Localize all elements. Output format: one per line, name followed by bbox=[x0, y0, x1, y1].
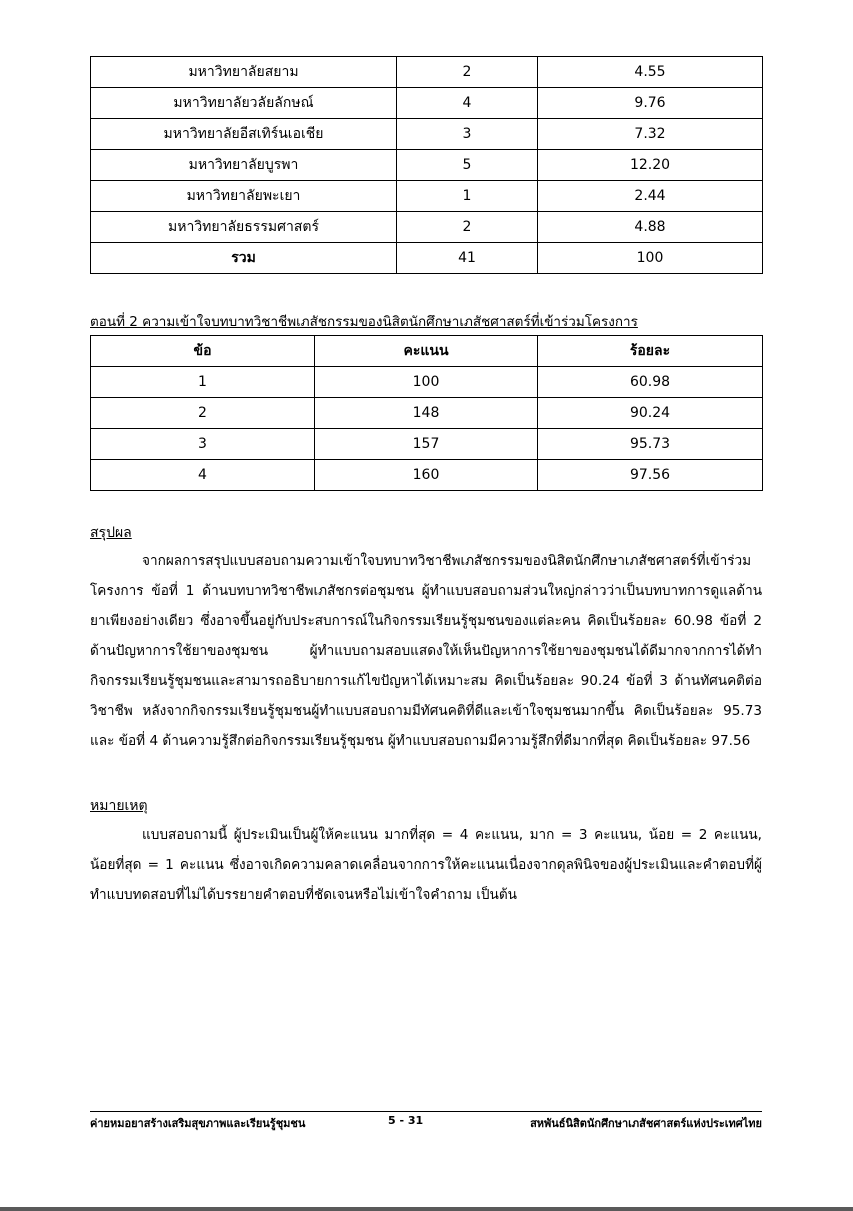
cell-percent: 7.32 bbox=[538, 119, 763, 150]
cell-score: 157 bbox=[315, 429, 538, 460]
cell-percent: 97.56 bbox=[538, 460, 763, 491]
table-row bbox=[91, 88, 763, 119]
summary-paragraph: จากผลการสรุปแบบสอบถามความเข้าใจบทบาทวิชาชีพเภสัชกรรมของนิสิตนักศึกษาเภสัชศาสตร์ที่เข้าร่วมโครงการ ข้อที่ 1 ด้านบทบาทวิชาชีพเภสัชกรต่อชุมชน ผู้ทำแบบสอบถามส่วนใหญ่กล่าวว่าเป็นบทบาทการดูแลด้านยาเพียงอย่างเดียว ซึ่งอาจขึ้นอยู่กับประสบการณ์ในกิจกรรมเรียนรู้ชุมชนของแต่ละคน คิดเป็นร้อยละ 60.98 ข้อที่ 2 ด้านปัญหาการใช้ยาของชุมชน ผู้ทำแบบถามสอบแสดงให้เห็นปัญหาการใช้ยาของชุมชนได้ดีมากจากการได้ทำกิจกรรมเรียนรู้ชุมชนและสามารถอธิบายการแก้ไขปัญหาได้เหมาะสม คิดเป็นร้อยละ 90.24 ข้อที่ 3 ด้านทัศนคติต่อวิชาชีพ หลังจากกิจกรรมเรียนรู้ชุมชนผู้ทำแบบสอบถามมีทัศนคติที่ดีและเข้าใจชุมชนมากขึ้น คิดเป็นร้อยละ 95.73 และ ข้อที่ 4 ด้านความรู้สึกต่อกิจกรรมเรียนรู้ชุมชน ผู้ทำแบบสอบถามมีความรู้สึกที่ดีมากที่สุด คิดเป็นร้อยละ 97.56 bbox=[90, 553, 762, 749]
cell-name: มหาวิทยาลัยสยาม bbox=[91, 57, 397, 88]
total-percent: 100 bbox=[538, 243, 763, 274]
cell-percent: 90.24 bbox=[538, 398, 763, 429]
cell-percent: 60.98 bbox=[538, 367, 763, 398]
bottom-edge-bar bbox=[0, 1207, 853, 1211]
cell-percent: 12.20 bbox=[538, 150, 763, 181]
cell-name: มหาวิทยาลัยบูรพา bbox=[91, 150, 397, 181]
note-paragraph: แบบสอบถามนี้ ผู้ประเมินเป็นผู้ให้คะแนน มากที่สุด = 4 คะแนน, มาก = 3 คะแนน, น้อย = 2 คะแนน, น้อยที่สุด = 1 คะแนน ซึ่งอาจเกิดความคลาดเคลื่อนจากการให้คะแนนเนื่องจากดุลพินิจของผู้ประเมินและคำตอบที่ผู้ทำแบบทดสอบที่ไม่ได้บรรยายคำตอบที่ชัดเจนหรือไม่เข้าใจคำถาม เป็นต้น bbox=[90, 827, 762, 903]
table-row bbox=[91, 181, 763, 212]
university-table bbox=[90, 56, 763, 274]
total-row bbox=[91, 243, 763, 274]
footer-left: ค่ายหมอยาสร้างเสริมสุขภาพและเรียนรู้ชุมชน bbox=[90, 1117, 306, 1130]
footer-right: สหพันธ์นิสิตนักศึกษาเภสัชศาสตร์แห่งประเทศไทย bbox=[530, 1117, 762, 1130]
cell-name: มหาวิทยาลัยพะเยา bbox=[91, 181, 397, 212]
footer-divider bbox=[90, 1111, 762, 1112]
cell-name: มหาวิทยาลัยวลัยลักษณ์ bbox=[91, 88, 397, 119]
table2-caption: ตอนที่ 2 ความเข้าใจบทบาทวิชาชีพเภสัชกรรมของนิสิตนักศึกษาเภสัชศาสตร์ที่เข้าร่วมโครงการ bbox=[90, 314, 638, 330]
cell-score: 100 bbox=[315, 367, 538, 398]
score-table bbox=[90, 335, 763, 491]
total-count: 41 bbox=[397, 243, 538, 274]
cell-item: 3 bbox=[91, 429, 315, 460]
cell-percent: 4.88 bbox=[538, 212, 763, 243]
cell-item: 1 bbox=[91, 367, 315, 398]
cell-percent: 4.55 bbox=[538, 57, 763, 88]
cell-score: 148 bbox=[315, 398, 538, 429]
header-percent: ร้อยละ bbox=[538, 336, 763, 367]
summary-heading: สรุปผล bbox=[90, 525, 132, 541]
cell-score: 160 bbox=[315, 460, 538, 491]
cell-count: 2 bbox=[397, 212, 538, 243]
table-header-row bbox=[91, 336, 763, 367]
cell-percent: 2.44 bbox=[538, 181, 763, 212]
table-row bbox=[91, 367, 763, 398]
table-row bbox=[91, 119, 763, 150]
header-score: คะแนน bbox=[315, 336, 538, 367]
cell-percent: 9.76 bbox=[538, 88, 763, 119]
table-row bbox=[91, 212, 763, 243]
cell-percent: 95.73 bbox=[538, 429, 763, 460]
footer-page-number: 5 - 31 bbox=[388, 1114, 424, 1127]
cell-count: 3 bbox=[397, 119, 538, 150]
header-item: ข้อ bbox=[91, 336, 315, 367]
table-row bbox=[91, 150, 763, 181]
total-label: รวม bbox=[91, 243, 397, 274]
cell-name: มหาวิทยาลัยอีสเทิร์นเอเชีย bbox=[91, 119, 397, 150]
note-heading: หมายเหตุ bbox=[90, 798, 148, 814]
cell-name: มหาวิทยาลัยธรรมศาสตร์ bbox=[91, 212, 397, 243]
table-row bbox=[91, 460, 763, 491]
cell-count: 1 bbox=[397, 181, 538, 212]
cell-item: 4 bbox=[91, 460, 315, 491]
cell-count: 2 bbox=[397, 57, 538, 88]
cell-item: 2 bbox=[91, 398, 315, 429]
table-row bbox=[91, 398, 763, 429]
cell-count: 5 bbox=[397, 150, 538, 181]
table-row bbox=[91, 429, 763, 460]
table-row bbox=[91, 57, 763, 88]
cell-count: 4 bbox=[397, 88, 538, 119]
